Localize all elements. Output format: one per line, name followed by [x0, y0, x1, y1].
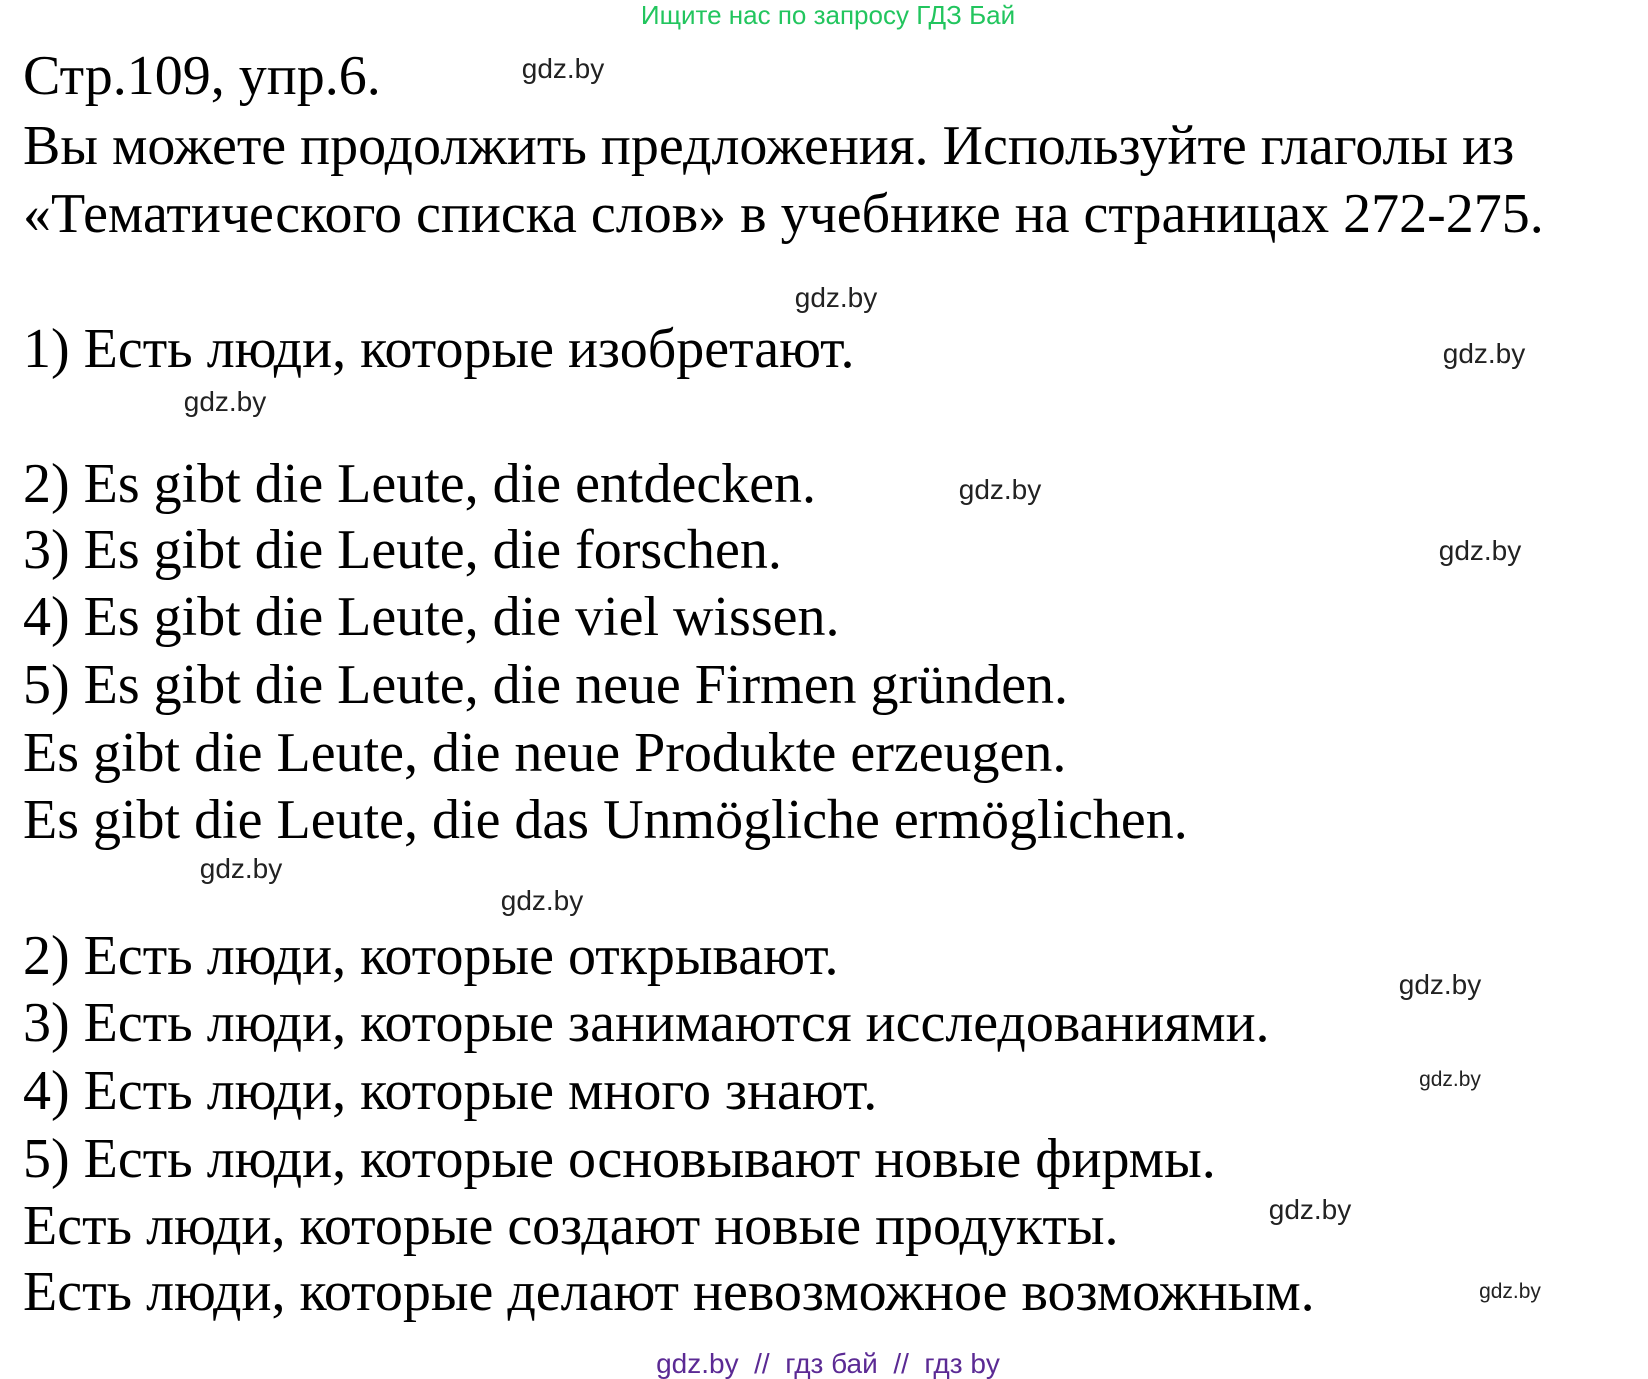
watermark: gdz.by — [1442, 338, 1526, 369]
watermark: gdz.by — [183, 386, 267, 417]
watermark: gdz.by — [521, 53, 605, 84]
german-line: 5) Es gibt die Leute, die neue Firmen gründen. — [23, 654, 1069, 716]
exercise-title: Стр.109, упр.6. — [23, 45, 381, 107]
german-line: 2) Es gibt die Leute, die entdecken. — [23, 453, 817, 515]
watermark: gdz.by — [1479, 1280, 1541, 1303]
russian-line: Есть люди, которые создают новые продукты. — [23, 1195, 1119, 1257]
watermark: gdz.by — [794, 282, 878, 313]
answer-line: 1) Есть люди, которые изобретают. — [23, 318, 855, 380]
russian-line: 2) Есть люди, которые открывают. — [23, 925, 839, 987]
german-line: 4) Es gibt die Leute, die viel wissen. — [23, 586, 840, 648]
task-line: Вы можете продолжить предложения. Используйте глаголы из — [23, 115, 1515, 177]
footer-watermark: gdz.by // гдз бай // гдз by — [656, 1348, 1000, 1379]
russian-line: Есть люди, которые делают невозможное возможным. — [23, 1261, 1315, 1323]
russian-line: 4) Есть люди, которые много знают. — [23, 1060, 878, 1122]
german-line: Es gibt die Leute, die das Unmögliche ermöglichen. — [23, 789, 1188, 851]
watermark: gdz.by — [1268, 1194, 1352, 1225]
watermark: gdz.by — [1438, 535, 1522, 566]
watermark: gdz.by — [199, 853, 283, 884]
watermark: gdz.by — [1419, 1068, 1481, 1091]
russian-line: 3) Есть люди, которые занимаются исследованиями. — [23, 992, 1270, 1054]
german-line: 3) Es gibt die Leute, die forschen. — [23, 519, 782, 581]
watermark: gdz.by — [500, 885, 584, 916]
watermark: gdz.by — [1398, 969, 1482, 1000]
russian-line: 5) Есть люди, которые основывают новые фирмы. — [23, 1128, 1216, 1190]
header-note: Ищите нас по запросу ГДЗ Бай — [640, 0, 1016, 30]
task-line: «Тематического списка слов» в учебнике на страницах 272-275. — [23, 183, 1544, 245]
german-line: Es gibt die Leute, die neue Produkte erzeugen. — [23, 722, 1067, 784]
watermark: gdz.by — [958, 474, 1042, 505]
